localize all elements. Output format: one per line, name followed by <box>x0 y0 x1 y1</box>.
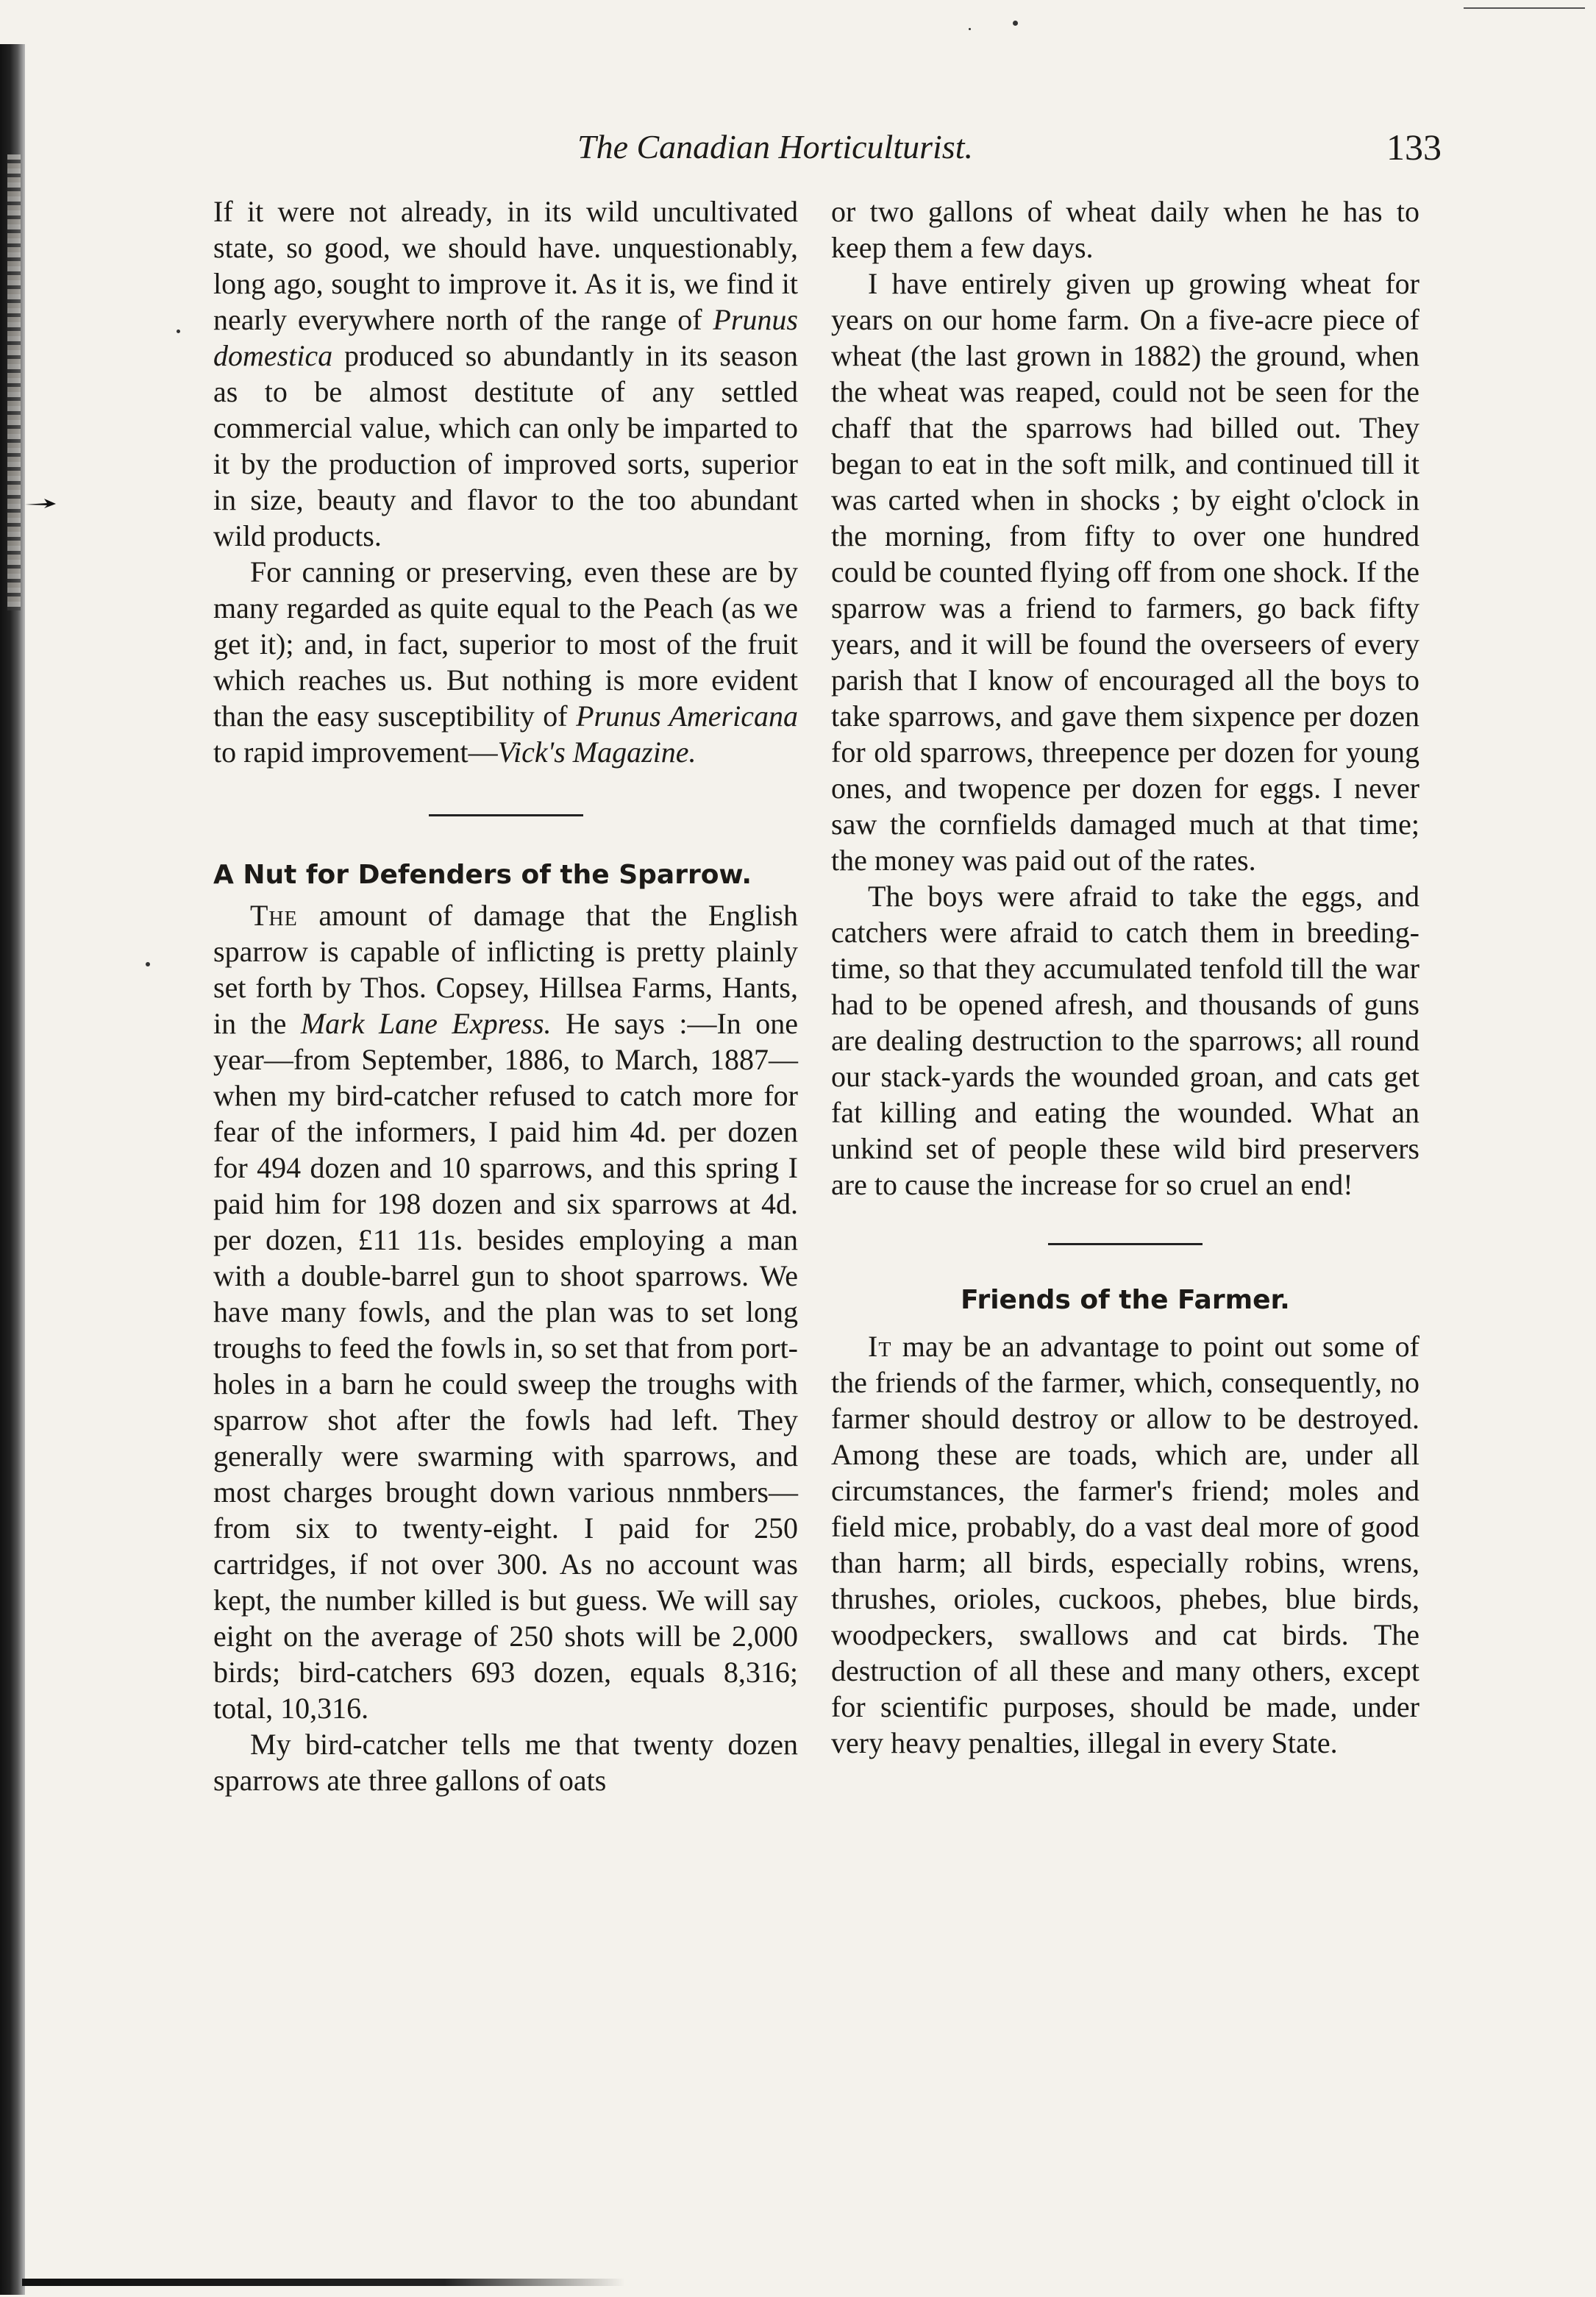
right-column <box>831 193 1419 1761</box>
page-number: 133 <box>1386 127 1442 168</box>
paragraph: The amount of damage that the English sparrow is capable of inflicting is pretty plainly set forth by Thos. Copsey, Hillsea Farms, Hants, in the Mark Lane Express. He says :—In one year—from September, 1886, to March, 1887—when my bird-catcher refused to catch more for fear of the informers, I paid him 4d. per dozen for 494 dozen and 10 sparrows, and this spring I paid him for 198 dozen and six sparrows at 4d. per dozen, £11 11s. besides employing a man with a double-barrel gun to shoot sparrows. We have many fowls, and the plan was to set long troughs to feed the fowls in, so set that from port-holes in a barn he could sweep the troughs with sparrow shot after the fowls had left. They generally were swarming with sparrows, and most charges brought down various nnmbers—from six to twenty-eight. I paid for 250 cartridges, if not over 300. As no account was kept, the number killed is but guess. We will say eight on the average of 250 shots will be 2,000 birds; bird-catchers 693 dozen, equals 8,316; total, 10,316. <box>213 899 798 1725</box>
section-divider <box>429 814 583 816</box>
paragraph: I have entirely given up growing wheat for years on our home farm. On a five-acre piece of wheat (the last grown in 1882) the ground, when the wheat was reaped, could not be seen for the chaff that the sparrows had billed out. They began to eat in the soft milk, and continued till it was carted when in shocks ; by eight o'clock in the morning, from fifty to over one hundred could be counted flying off from one shock. If the sparrow was a friend to farmers, go back fifty years, and it will be found the overseers of every parish that I know of encouraged all the boys to take sparrows, and gave them sixpence per dozen for old sparrows, threepence per dozen for young ones, and twopence per dozen for eggs. I never saw the cornfields damaged much at that time; the money was paid out of the rates. <box>831 267 1419 877</box>
scan-speck <box>177 330 180 333</box>
margin-arrow-mark <box>25 499 56 509</box>
running-title: The Canadian Horticulturist. <box>577 128 973 165</box>
paragraph: or two gallons of wheat daily when he has to keep them a few days. <box>831 195 1419 264</box>
paragraph: For canning or preserving, even these are by many regarded as quite equal to the Peach (as we get it); and, in fact, superior to most of the fruit which reaches us. But nothing is more evident than the easy susceptibility of Prunus Americana to rapid improvement—Vick's Magazine. <box>213 555 798 769</box>
scan-speck <box>146 962 150 966</box>
section-heading: A Nut for Defenders of the Sparrow. <box>213 860 752 890</box>
section-divider <box>1048 1243 1203 1245</box>
paragraph: If it were not already, in its wild uncultivated state, so good, we should have. unquestionably, long ago, sought to improve it. As it is, we find it nearly everywhere north of the range of Prunus domestica produced so abundantly in its season as to be almost destitute of any settled commercial value, which can only be imparted to it by the production of improved sorts, superior in size, beauty and flavor to the too abundant wild products. <box>213 195 798 552</box>
running-header <box>213 118 1449 177</box>
paragraph: The boys were afraid to take the eggs, and catchers were afraid to catch them in breeding-time, so that they accumulated tenfold till the war had to be opened afresh, and thousands of guns are dealing destruction to the sparrows; all round our stack-yards the wounded groan, and cats get fat killing and eating the wounded. What an unkind set of people these wild bird preservers are to cause the increase for so cruel an end! <box>831 880 1419 1201</box>
scan-top-rule <box>1464 7 1585 9</box>
paragraph: My bird-catcher tells me that twenty dozen sparrows ate three gallons of oats <box>213 1728 798 1797</box>
left-column <box>213 193 798 1798</box>
scan-speck <box>969 28 971 30</box>
scan-bottom-edge <box>22 2279 625 2286</box>
section-heading: Friends of the Farmer. <box>961 1285 1290 1315</box>
scan-speck <box>1013 21 1018 26</box>
paragraph: It may be an advantage to point out some of the friends of the farmer, which, consequently, no farmer should destroy or allow to be destroyed. Among these are toads, which are, under all circumstances, the farmer's friend; moles and field mice, probably, do a vast deal more of good than harm; all birds, especially robins, wrens, thrushes, orioles, cuckoos, phebes, blue birds, woodpeckers, swallows and cat birds. The destruction of all these and many others, except for scientific purposes, should be made, under very heavy penalties, illegal in every State. <box>831 1330 1419 1759</box>
book-binding-edge <box>0 44 25 2295</box>
